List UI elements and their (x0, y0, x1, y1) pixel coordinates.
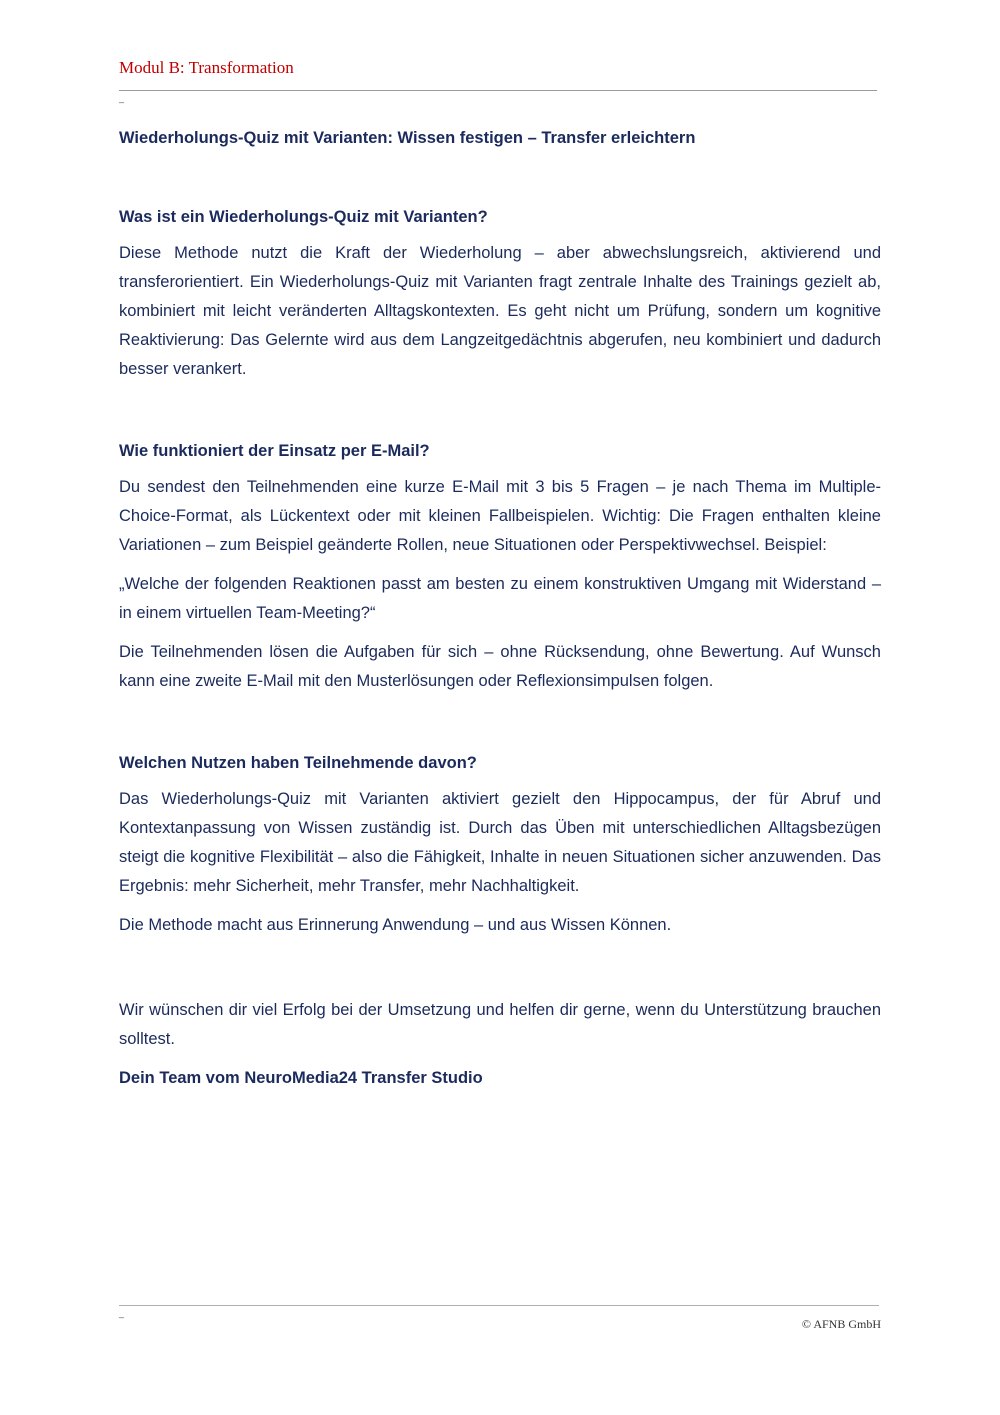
header-divider (119, 90, 877, 91)
footer-tick-mark: _ (119, 1308, 125, 1318)
closing-paragraph: Wir wünschen dir viel Erfolg bei der Umsetzung und helfen dir gerne, wenn du Unterstützung brauchen solltest. (119, 1001, 881, 1048)
paragraph-how-1: Du sendest den Teilnehmenden eine kurze E-Mail mit 3 bis 5 Fragen – je nach Thema im Multiple-Choice-Format, als Lückentext oder mit kleinen Fallbeispielen. Wichtig: Die Fragen enthalten kleine Variationen – zum Beispiel geänderte Rollen, neue Situationen oder Perspektivwechsel. Beispiel: (119, 478, 881, 554)
document-body (119, 126, 881, 1103)
document-title: Wiederholungs-Quiz mit Varianten: Wissen festigen – Transfer erleichtern (119, 129, 696, 147)
header-module-title: Modul B: Transformation (119, 58, 294, 77)
header-tick-mark: _ (119, 93, 125, 103)
footer-divider (119, 1305, 879, 1306)
paragraph-how-2: Die Teilnehmenden lösen die Aufgaben für sich – ohne Rücksendung, ohne Bewertung. Auf Wunsch kann eine zweite E-Mail mit den Musterlösungen oder Reflexionsimpulsen folgen. (119, 643, 881, 690)
paragraph-how-quote: „Welche der folgenden Reaktionen passt am besten zu einem konstruktiven Umgang mit Widerstand – in einem virtuellen Team-Meeting?“ (119, 575, 881, 622)
paragraph-benefit-2: Die Methode macht aus Erinnerung Anwendung – und aus Wissen Können. (119, 916, 672, 934)
section-heading-benefit: Welchen Nutzen haben Teilnehmende davon? (119, 754, 477, 772)
paragraph-what-1: Diese Methode nutzt die Kraft der Wiederholung – aber abwechslungsreich, aktivierend und transferorientiert. Ein Wiederholungs-Quiz mit Varianten fragt zentrale Inhalte des Trainings gezielt ab, kombiniert mit leicht veränderten Alltagskontexten. Es geht nicht um Prüfung, sondern um kognitive Reaktivierung: Das Gelernte wird aus dem Langzeitgedächtnis abgerufen, neu kombiniert und dadurch besser verankert. (119, 244, 881, 378)
signature: Dein Team vom NeuroMedia24 Transfer Studio (119, 1069, 483, 1087)
section-heading-what: Was ist ein Wiederholungs-Quiz mit Varianten? (119, 208, 488, 226)
footer-copyright: © AFNB GmbH (801, 1317, 881, 1331)
section-heading-how: Wie funktioniert der Einsatz per E-Mail? (119, 442, 430, 460)
paragraph-benefit-1: Das Wiederholungs-Quiz mit Varianten aktiviert gezielt den Hippocampus, der für Abruf und Kontextanpassung von Wissen zuständig ist. Durch das Üben mit unterschiedlichen Alltagsbezügen steigt die kognitive Flexibilität – also die Fähigkeit, Inhalte in neuen Situationen sicher anzuwenden. Das Ergebnis: mehr Sicherheit, mehr Transfer, mehr Nachhaltigkeit. (119, 790, 881, 895)
